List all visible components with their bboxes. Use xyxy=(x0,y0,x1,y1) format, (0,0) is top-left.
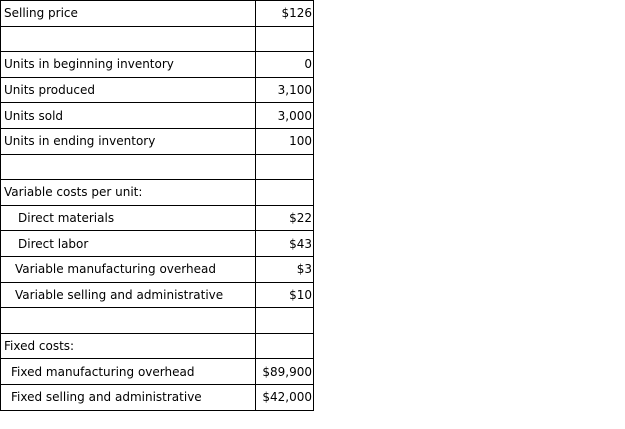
table-row xyxy=(1,384,314,410)
table-row xyxy=(1,205,314,231)
row-value-units-produced: 3,100 xyxy=(256,77,314,103)
row-label-beginning-inventory: Units in beginning inventory xyxy=(1,52,256,78)
table-row xyxy=(1,359,314,385)
table-row xyxy=(1,52,314,78)
row-label-variable-selling-admin: Variable selling and administrative xyxy=(1,282,256,308)
row-value-variable-manufacturing-overhead: $3 xyxy=(256,256,314,282)
row-value-variable-selling-admin: $10 xyxy=(256,282,314,308)
empty-cell xyxy=(1,26,256,52)
row-value-units-sold: 3,000 xyxy=(256,103,314,129)
empty-cell xyxy=(256,154,314,180)
table-row xyxy=(1,180,314,206)
row-value-fixed-manufacturing-overhead: $89,900 xyxy=(256,359,314,385)
table-row xyxy=(1,128,314,154)
empty-cell xyxy=(256,26,314,52)
row-value-direct-materials: $22 xyxy=(256,205,314,231)
table-row xyxy=(1,308,314,334)
row-label-variable-manufacturing-overhead: Variable manufacturing overhead xyxy=(1,256,256,282)
row-label-fixed-manufacturing-overhead: Fixed manufacturing overhead xyxy=(1,359,256,385)
table-row xyxy=(1,77,314,103)
row-label-fixed-selling-admin: Fixed selling and administrative xyxy=(1,384,256,410)
row-label-units-sold: Units sold xyxy=(1,103,256,129)
section-heading-variable-costs: Variable costs per unit: xyxy=(1,180,256,206)
table-row xyxy=(1,154,314,180)
row-value-fixed-selling-admin: $42,000 xyxy=(256,384,314,410)
section-heading-fixed-costs: Fixed costs: xyxy=(1,333,256,359)
table-row xyxy=(1,256,314,282)
row-label-units-produced: Units produced xyxy=(1,77,256,103)
row-label-ending-inventory: Units in ending inventory xyxy=(1,128,256,154)
table-row xyxy=(1,103,314,129)
row-label-direct-materials: Direct materials xyxy=(1,205,256,231)
row-label-selling-price: Selling price xyxy=(1,1,256,27)
table-row xyxy=(1,333,314,359)
empty-cell xyxy=(256,180,314,206)
row-label-direct-labor: Direct labor xyxy=(1,231,256,257)
row-value-selling-price: $126 xyxy=(256,1,314,27)
cost-data-table xyxy=(0,0,314,411)
table-row xyxy=(1,231,314,257)
table-row xyxy=(1,1,314,27)
row-value-ending-inventory: 100 xyxy=(256,128,314,154)
empty-cell xyxy=(256,308,314,334)
row-value-beginning-inventory: 0 xyxy=(256,52,314,78)
empty-cell xyxy=(256,333,314,359)
table-row xyxy=(1,26,314,52)
empty-cell xyxy=(1,308,256,334)
table-row xyxy=(1,282,314,308)
empty-cell xyxy=(1,154,256,180)
row-value-direct-labor: $43 xyxy=(256,231,314,257)
